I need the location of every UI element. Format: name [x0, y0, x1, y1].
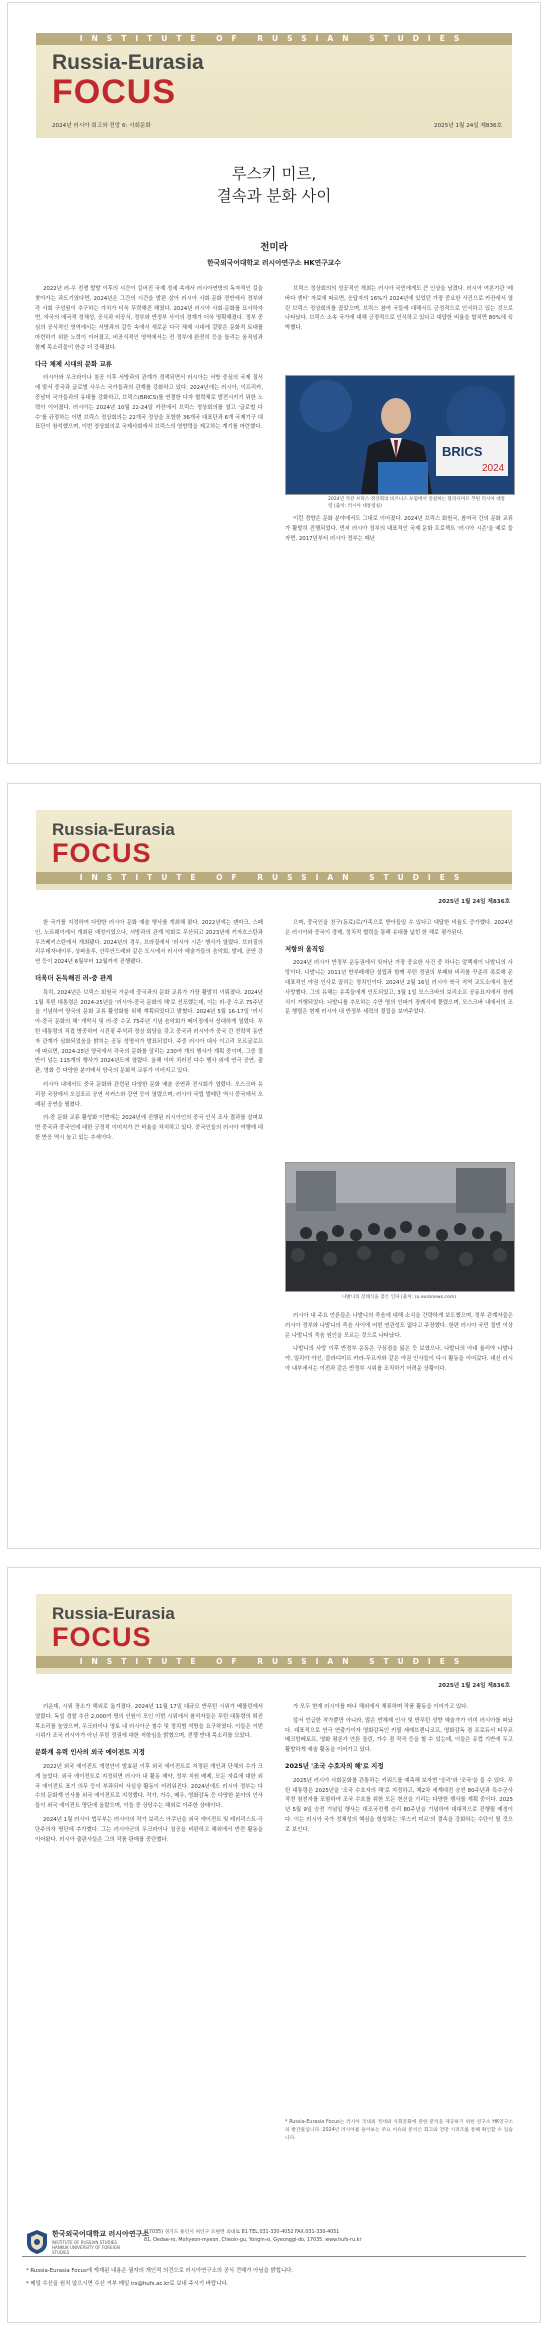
section-heading: 다극 체제 시대의 문화 교류 — [35, 359, 112, 368]
page-3 — [7, 1567, 541, 2323]
issue-series-label: 2024년 러시아 회고와 전망 6: 사회문화 — [52, 123, 151, 129]
body-paragraph: 으며, 중국인을 친구(동료)로/가족으로 받아들일 수 있다고 대답한 비율도 증가했다. 2024년은 러시아와 중국이 경제, 정치적 협력을 통해 유대를 넓힌 한 해로 평가된다. — [285, 920, 513, 936]
page1-column-right-bottom — [285, 515, 513, 755]
section-heading: 2025년 '조국 수호자의 해'로 지정 — [285, 1761, 384, 1770]
body-paragraph: 특히, 2024년은 브릭스 회원국 가운데 중국과의 문화 교류가 가장 활발히 이뤄졌다. 2024년 1월 푸틴 대통령은 2024-25년을 '러시아-중국 문화의 해'로 선포했는데, 이는 러-중 수교 75주년을 기념하여 양국의 문화 교류 활성화를 위해 계획되었다고 밝혔다. 2024년 5월 16-17일 '러시아-중국 문화의 해' 개막식 및 러-중 수교 75주년 기념 음악회가 베이징에서 성대하게 열렸다. 푸틴 대통령의 직접 방중하여 시진핑 주석과 정상 회담을 갖고 중국과 러시아가 중국 간 전략적 동반자 관계가 심화되었음을 밝히는 공동 성명서가 발표되었다. 주중 러시아 대사 이고리 모르굴로프에 따르면, 2024-25년 양국에서 각국의 문화를 알리는 230여 개의 행사가 계획 중이며, 그중 절반이 넘는 115개의 행사가 2024년도에 열렸다. 올해 이미 치러진 다수 행사 외에 연극 공연, 출판, 영화 등 다양한 분야에서 양국의 문화적 교류가 이어지고 있다. — [35, 989, 263, 1075]
svg-text:BRICS: BRICS — [442, 444, 483, 459]
page3-column-left — [35, 1703, 263, 2211]
page3-title-focus: FOCUS — [52, 1622, 152, 1652]
page1-column-right-top — [285, 285, 513, 367]
page3-title-line1: Russia-Eurasia — [52, 1604, 175, 1623]
putin-brics-photo — [285, 375, 515, 495]
section-heading: 더욱더 돈독해진 러-중 관계 — [35, 973, 113, 982]
navalny-funeral-photo-art — [286, 1163, 514, 1291]
body-paragraph: 2022년 러-우 전쟁 발발 이후의 시간이 길어진 국제 정세 속에서 러시아연방의 독자적인 길을 찾아가는 과도기였다면, 2024년은 그간의 시간을 발판 삼아 러시아 사회·문화 전반에서 정부와 각 사회 구성원이 추구하는 가치가 더욱 뚜렷해진 해였다. 2024년 러시아 사회·문화를 묘사하자면, 자국의 애국적 정체성, 공식과 비공식, 정부와 반정부 사이의 경계가 더욱 명확해졌다. 정부 중심의 공식적인 영역에서는 서방과의 갈등 속에서 새로운 다극 체제 시대에 걸맞은 문화적 토대를 마련하기 위한 노력이 이어졌고, 비공식적인 영역에서는 전 정부에 완전히 등을 돌리는 움직임과 함께 목소리들이 한층 더 강해졌다. — [35, 286, 263, 351]
page3-strip: INSTITUTE OF RUSSIAN STUDIES — [36, 1656, 512, 1668]
body-paragraph: 2025년 러시아 사회문화를 관통하는 키워드를 예측해 보자면 '승리'와 '조국'을 들 수 있다. 푸틴 대통령은 2025년을 '조국 수호자의 해'로 지정하고, 제2차 세계대전 승전 80주년과 특수군사작전 참전자를 포함하여 조국 수호를 위한 모든 헌신을 기리는 다양한 행사를 계획 중이다. 2025년 5월 9일 승전 기념일 행사는 대조국전쟁 승리 80주년을 기념하여 대대적으로 진행될 예정이다. 이는 러시아 국가 정체성의 핵심을 형성하는 '루스키 미르'의 결속을 강화하는 수단이 될 것으로 보인다. — [285, 1777, 513, 1833]
footer-address-kr: (17035) 경기도 용인시 처인구 모현면 외대로 81 TEL.031-330-4052 FAX.031-330-4051 — [144, 2230, 340, 2235]
page2-title-focus: FOCUS — [52, 838, 152, 868]
footer-org-name-en: INSTITUTE OF RUSSIAN STUDIES HANKUK UNIVERSITY OF FOREIGN STUDIES — [52, 2240, 120, 2255]
page1-column-left — [35, 285, 263, 755]
page-1 — [7, 2, 541, 764]
footer-org-name: 한국외국어대학교 러시아연구소 — [52, 2230, 150, 2238]
body-paragraph: 러시아 내에서도 중국 문화와 관련된 다양한 문화 예술 공연과 전시회가 열렸다. 모스크바 유리장 국장에서 오십포르 공연 서커스와 강연 등이 열렸으며, 러시아 국립 발레단 역시 중국에서 오래된 공연을 펼쳤다. — [35, 1081, 263, 1108]
page3-header-banner — [36, 1594, 512, 1674]
page3-issue-date: 2025년 1월 24일 제836호 — [438, 1683, 510, 1689]
page3-column-right — [285, 1703, 513, 2113]
page2-column-left — [35, 919, 263, 1541]
footer-address-en: 81, Oedae-ro, Mohyeon-myeon, Cheoin-gu, Yongin-si, Gyeonggi-do, 17035. www.hufs-ru.kr — [144, 2238, 362, 2243]
body-paragraph: 가 모두 현재 러시아를 떠나 해외에서 체류하며 작품 활동을 이어가고 있다. — [293, 1704, 469, 1710]
body-paragraph: 나발니의 사망 이후 반정부 운동은 구심점을 잃은 듯 보였으나, 나발니의 아내 율리야 나발나야, 일리야 야신, 블라디미르 카라-무르자와 같은 야권 인사들이 다시 활동을 이어갔다. 대신 러시아 내부에서는 이전과 같은 반정부 시위를 조직하기 어려운 상황이다. — [285, 1346, 513, 1372]
footer-address — [144, 2229, 534, 2245]
masthead-banner — [36, 33, 512, 138]
body-paragraph: 러-중 문화 교류 활성화 이면에는 2024년에 진행된 러시아인의 중국 인식 조사 결과를 살펴보면 중국과 중국인에 대한 긍정적 이미지가 큰 비율을 차지하고 있다. 중국인들의 러시아 여행에 대한 반응 역시 늘고 있는 추세이다. — [35, 1115, 263, 1141]
body-paragraph: 러시아와 우크라이나 침공 이후 서방과의 관계가 경색되면서 러시아는 서방 중심의 국제 질서에 맞서 중국과 글로벌 사우스 국가들과의 관계를 강화하고 있다. 2024년에는 러시아, 이프리카, 중남미 국가들과의 유대를 강화하고, 브릭스(BRICS)를 연결한 다자 협력체로 발전시키기 위한 노력이 이어졌다. 러시아는 2024년 10월 22-24일 카잔에서 브릭스 정상회의를 열고 '글로벌 다수'를 규정하는 이번 브릭스 정상회의는 22개국 정상을 포함한 36개국 대표단과 6개 국제기구 대표단이 참석했으며, 이번 정상회의로 국제사회에서 브릭스의 영향력을 제고하는 계기를 마련했다. — [35, 375, 263, 431]
page2-column-right-top — [285, 919, 513, 1151]
page2-issue-date: 2025년 1월 24일 제836호 — [438, 899, 510, 905]
page2-header-banner — [36, 810, 512, 890]
body-paragraph: 러운데, 시위 장소가 해외로 옮겨졌다. 2024년 11월 17일 대규모 반푸틴 시위가 베를린에서 열렸다. 독일 경찰 추산 2,000여 명의 인원이 모인 이번 시위에서 참석자들은 푸틴 대통령의 퇴진 목소리를 높였으며, 우크라이나 영토 내 러시아군 철수 및 정치범 석방을 요구하였다. 이들은 이번 시위가 조국 러시아가 아닌 푸틴 정권에 대한 저항임을 밝혔으며, 전쟁 반대 목소리를 모았다. — [35, 1704, 263, 1740]
putin-brics-photo-art — [286, 376, 514, 494]
page2-strip: INSTITUTE OF RUSSIAN STUDIES — [36, 872, 512, 884]
body-paragraph: 2024년 1월 러시아 법무부는 러시아의 작가 보리스 아쿠닌을 외국 에이전트 및 테러리스트·극단주의자 명단에 추가했다. 그는 러시아군의 우크라이나 침공을 비판하고 해외에서 반전 활동을 이어왔다. 러시아 출판사들은 그의 작품 판매를 중단했다. — [35, 1816, 263, 1843]
navalny-photo-caption: 나발니의 장례식을 찾은 인파 (출처: ru.euronews.com) — [341, 1295, 457, 1300]
body-paragraph: 브릭스 정상회의의 성공적인 개최는 러시아 국민에게도 큰 인상을 남겼다. 러시아 여론기관 '레바다 센터' 자료에 따르면, 응답자의 16%가 2024년에 있었던 가장 중요한 사건으로 카잔에서 열린 브릭스 정상회의를 꼽았으며, 브릭스 참여 국들에 대해서도 긍정적으로 인식하고 있는 것으로 나타났다. 브릭스 소속 국가에 대해 긍정적으로 인식하고 있다고 대답한 비율을 합치면 80%에 육박했다. — [285, 286, 513, 332]
author-name: 전미라 — [260, 242, 288, 253]
body-paragraph: 2022년 외국 에이전트 개정안이 발효된 이후 외국 에이전트로 지정된 개인과 단체의 수가 크게 늘었다. 외국 에이전트로 지정되면 러시아 내 활동 제약, 정부 지원 배제, 모든 자료에 대한 외국 에이전트 표기 의무 등이 부과되어 사실상 활동이 어려워진다. 2024년에도 러시아 정부는 다수의 문화계 인사를 외국 에이전트로 지정했다. 작가, 가수, 배우, 영화감독 등 다양한 분야의 인사들이 외국 에이전트 명단에 올랐으며, 이들 중 상당수는 해외로 이주한 상태이다. — [35, 1763, 263, 1810]
body-paragraph: 이런 경향은 문화 분야에서도 그대로 이어졌다. 2024년 브릭스 회원국, 참여국 간의 문화 교류가 활발히 진행되었다. 먼저 러시아 정부의 대표적인 국제 문화 프로젝트 '러시아 시즌'을 예로 들자면, 2017년부터 러시아 정부는 매년 — [285, 516, 513, 542]
body-paragraph: 2024년 러시아 반정부 운동권에서 잊어난 가장 중요한 사건 중 하나는 알렉세이 나발니의 사망이다. 나발니는 2011년 반부패재단 설립과 함께 푸틴 정권의 부패와 비리를 꾸준히 폭로해 온 대표적인 야권 인사로 꼽히는 정치인이다. 2024년 2월 16일 러시아 북극 지역 교도소에서 돌연 사망했다. 그의 유해는 유족들에게 인도되었고, 3월 1일 모스크바의 보리소프 공동묘지에서 장례식이 거행되었다. 나발니를 추모하는 수만 명의 인파가 장례식에 몰렸으며, 모스크바 내에서의 조문 행렬은 현재 러시아 내 반정부 세력의 결집을 보여주었다. — [285, 960, 513, 1016]
svg-text:2024: 2024 — [482, 463, 505, 474]
page2-column-right-bottom — [285, 1312, 513, 1540]
masthead-strip: INSTITUTE OF RUSSIAN STUDIES — [36, 33, 512, 45]
article-title — [8, 163, 540, 207]
page2-title-line1: Russia-Eurasia — [52, 820, 175, 839]
section-heading: 저항의 움직임 — [285, 944, 325, 953]
masthead-title-focus: FOCUS — [52, 73, 176, 111]
body-paragraph: 앞서 언급한 작가뿐만 아니라, 많은 반체제 인사 및 반푸틴 성향 예술가가 이미 러시아를 떠났다. 대표적으로 연극 연출가이자 영화감독인 키릴 세레브렌니코프, 영화감독 겸 프로듀서 티무르 베크맘베토프, 영화 평론가 안톤 돌린, 가수 겸 작곡 등을 할 수 있는데, 이들은 유럽 기반에 두고 활발하게 예술 활동을 이어가고 있다. — [285, 1717, 513, 1754]
series-note: * Russia-Eurasia Focus는 러시아 국내외 정세와 사회문화에 관한 분석을 제공하기 위한 연구소 HK연구소의 발간물입니다. 2024년 러시아를 돌아보는 주요 이슈와 분석은 회고와 전망 시리즈를 통해 확인할 수 있습니다. — [285, 2120, 513, 2141]
page-2 — [7, 783, 541, 1549]
footer-unsubscribe: * 메일 수신을 원치 않으시면 수신 거부 메일 irs@hufs.ac.kr로 보내 주시기 바랍니다. — [26, 2281, 229, 2287]
article-title-line1: 루스키 미르, — [231, 165, 317, 183]
masthead-title-line1: Russia-Eurasia — [52, 51, 204, 74]
body-paragraph: 러시아 내 주요 언론들은 나발니의 죽음에 대해 소식을 간략하게 보도했으며, 정부 관계자들은 러시아 정부와 나발니의 죽음 사이에 어떤 연관성도 없다고 주장했다. 한편 러시아 국민 절반 이상은 나발니의 죽음 원인을 모르는 것으로 나타났다. — [285, 1313, 513, 1339]
section-heading: 문화계 유력 인사의 외국 에이전트 지정 — [35, 1748, 145, 1757]
issue-date-number: 2025년 1월 24일 제836호 — [434, 123, 502, 129]
putin-photo-caption: 2024년 카잔 브릭스 정상회의 비즈니스 포럼에서 연설하는 블라디미르 푸틴 러시아 대통령 (출처: 러시아 대통령실) — [328, 497, 506, 509]
footer-divider — [22, 2256, 526, 2257]
institute-logo-icon — [26, 2229, 48, 2255]
body-paragraph: 한 국가를 지정하여 다양한 러시아 문화 예술 행사를 개최해 왔다. 2022년에는 덴마크, 스페인, 노르웨이에서 개최된 예정이었으나, 서방과의 관계 악화로 무산되고 2023년에 키자흐스탄과 우즈베키스탄에서 개최됐다. 2024년의 경우, 브라질에서 '러시아 시즌' 행사가 열렸다. 브라질의 리우데자네이루, 상파울루, 산투안드레와 같은 도시에서 러시아 예술가들의 음악회, 발레, 공연 강연 등이 2024년 6월부터 12월까지 진행됐다. — [35, 920, 263, 966]
footer-disclaimer: * Russia-Eurasia Focus에 게재된 내용은 필자의 개인적 의견으로 러시아연구소의 공식 견해가 아님을 밝힙니다. — [26, 2268, 294, 2274]
navalny-funeral-photo — [285, 1162, 515, 1292]
article-title-line2: 결속과 분화 사이 — [216, 187, 332, 205]
author-affiliation: 한국외국어대학교 러시아연구소 HK연구교수 — [207, 259, 341, 267]
